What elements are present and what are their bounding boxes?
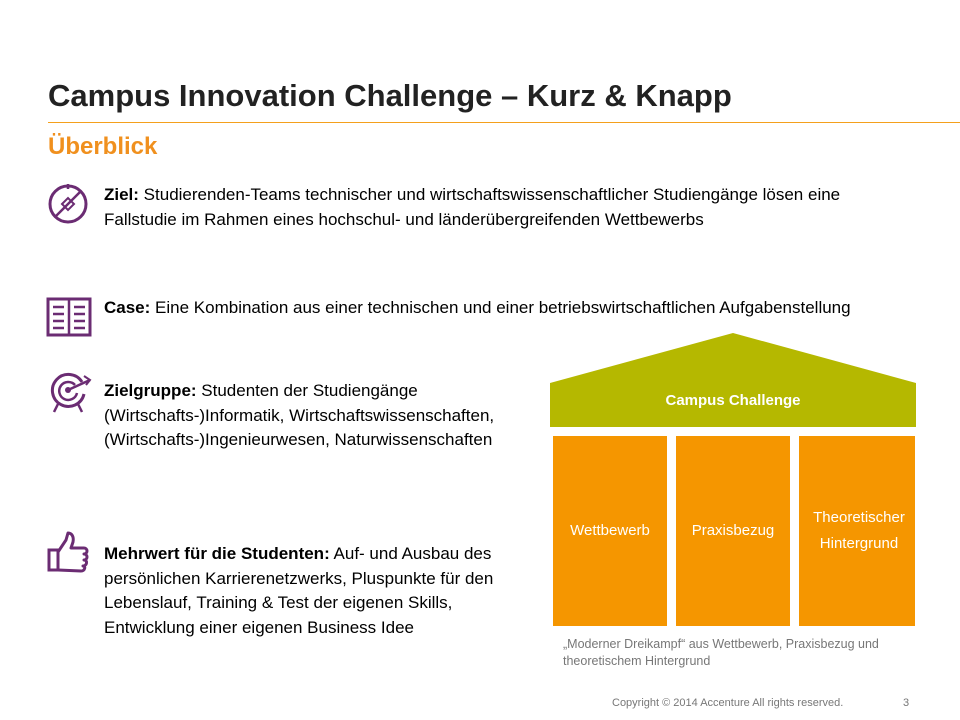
diagram-caption: „Moderner Dreikampf“ aus Wettbewerb, Praxisbezug und theoretischem Hintergrund [563,637,879,668]
compass-icon [46,182,92,228]
item-text: Studenten der Studiengänge (Wirtschafts-)Informatik, Wirtschaftswissenschaften, (Wirtschafts-)Ingenieurwesen, Naturwissenschaften [104,381,495,449]
item-text: Eine Kombination aus einer technischen und einer betriebswirtschaftlichen Aufgabenstellung [150,298,851,317]
roof-label: Campus Challenge [665,392,801,409]
page-number: 3 [903,697,910,709]
item-text: Auf- und Ausbau des persönlichen Karrierenetzwerks, Pluspunkte für den Lebenslauf, Training & Test der eigenen Skills, Entwicklung einer eigenen Business Idee [104,544,494,637]
house-roof [550,333,916,428]
book-icon [46,295,92,341]
thumbs-up-icon [46,530,92,576]
item-label: Mehrwert für die Studenten: [104,544,330,563]
item-label: Case: [104,298,151,317]
item-text: Studierenden-Teams technischer und wirtschaftswissenschaftlicher Studiengänge lösen eine Fallstudie im Rahmen eines hochschul- und länderübergreifenden Wettbewerbs [104,185,841,229]
copyright: Copyright © 2014 Accenture All rights reserved. [612,697,844,709]
item-case [104,296,894,321]
item-mehrwert [104,542,534,640]
slide-title: Campus Innovation Challenge – Kurz & Knapp [48,78,732,113]
pillar-wettbewerb: Wettbewerb [553,436,667,626]
title-divider [48,122,960,123]
pillar-praxisbezug: Praxisbezug [676,436,790,626]
item-label: Zielgruppe: [104,381,197,400]
target-icon [46,368,92,414]
item-ziel [104,183,864,232]
item-zielgruppe [104,379,514,453]
pillar-theorie: Theoretischer Hintergrund [799,436,915,626]
item-label: Ziel: [104,185,139,204]
slide-subtitle: Überblick [48,133,158,160]
